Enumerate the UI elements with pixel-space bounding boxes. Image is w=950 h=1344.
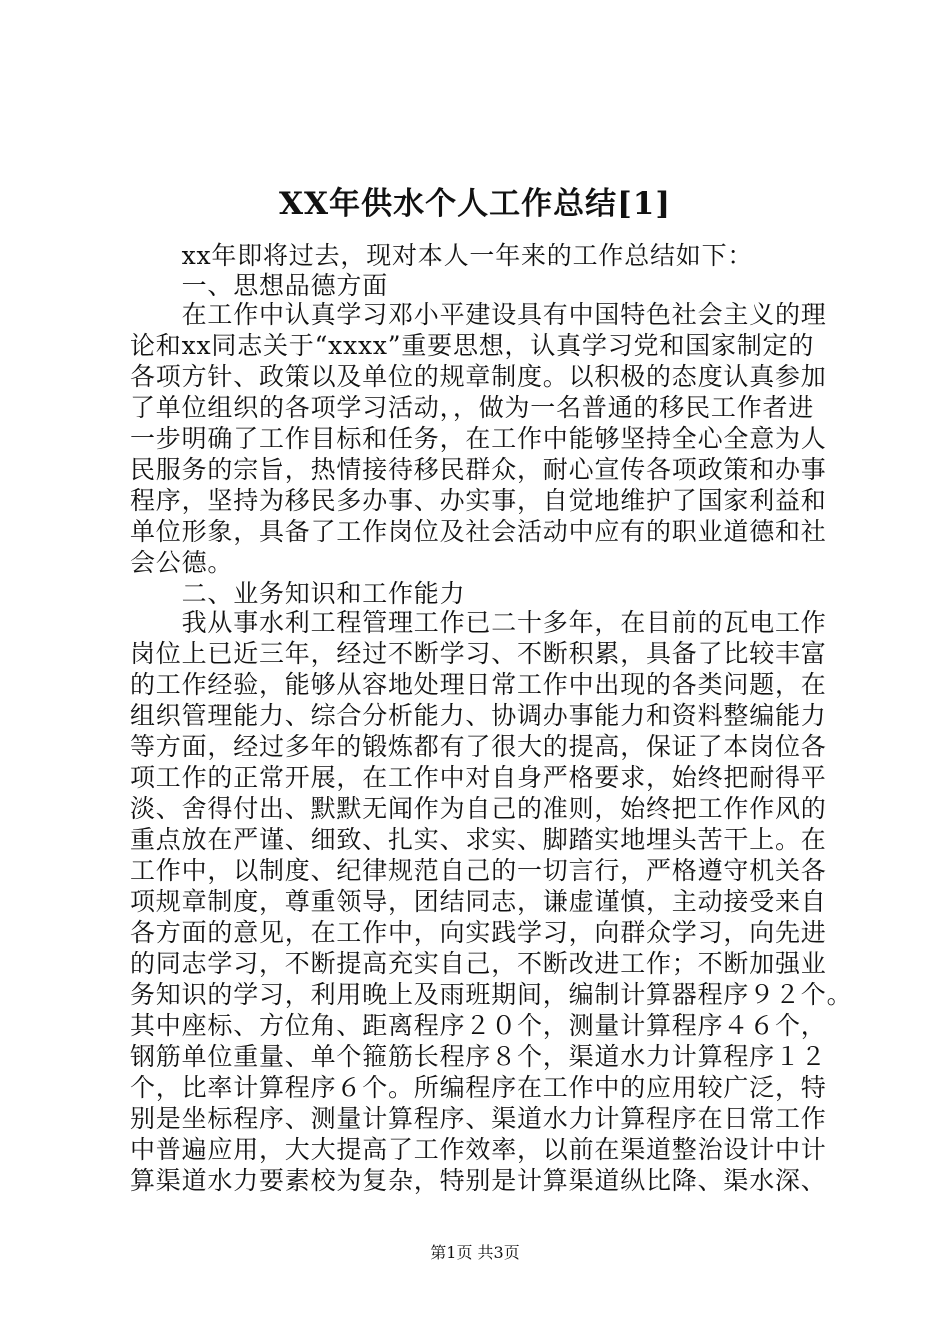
- page-number-footer: 第1页 共3页: [430, 1243, 520, 1262]
- text-line: 的同志学习，不断提高充实自己，不断改进工作；不断加强业: [130, 949, 827, 978]
- text-line: 各项方针、政策以及单位的规章制度。以积极的态度认真参加: [130, 362, 827, 391]
- section-heading: 二、业务知识和工作能力: [130, 579, 466, 608]
- text-line: 淡、舍得付出、默默无闻作为自己的准则，始终把工作作风的: [130, 794, 827, 823]
- text-line: 其中座标、方位角、距离程序２０个，测量计算程序４６个，: [130, 1011, 827, 1040]
- text-line: 单位形象，具备了工作岗位及社会活动中应有的职业道德和社: [130, 517, 827, 546]
- text-line: 算渠道水力要素校为复杂，特别是计算渠道纵比降、渠水深、: [130, 1166, 827, 1195]
- section-heading: 一、思想品德方面: [130, 271, 389, 300]
- text-line: 项规章制度，尊重领导，团结同志，谦虚谨慎，主动接受来自: [130, 887, 827, 916]
- text-line: 的工作经验，能够从容地处理日常工作中出现的各类问题，在: [130, 670, 827, 699]
- text-line: 重点放在严谨、细致、扎实、求实、脚踏实地埋头苦干上。在: [130, 825, 827, 854]
- text-line: 各方面的意见，在工作中，向实践学习，向群众学习，向先进: [130, 918, 827, 947]
- text-line: 中普遍应用，大大提高了工作效率，以前在渠道整治设计中计: [130, 1135, 827, 1164]
- text-line: 我从事水利工程管理工作已二十多年，在目前的瓦电工作: [130, 608, 827, 637]
- text-line: 程序，坚持为移民多办事、办实事，自觉地维护了国家利益和: [130, 486, 827, 515]
- text-line: 别是坐标程序、测量计算程序、渠道水力计算程序在日常工作: [130, 1104, 827, 1133]
- text-line: xx年即将过去，现对本人一年来的工作总结如下：: [130, 241, 754, 270]
- text-line: 岗位上已近三年，经过不断学习、不断积累，具备了比较丰富: [130, 639, 827, 668]
- text-line: 组织管理能力、综合分析能力、协调办事能力和资料整编能力: [130, 701, 827, 730]
- text-line: 民服务的宗旨，热情接待移民群众，耐心宣传各项政策和办事: [130, 455, 827, 484]
- text-line: 项工作的正常开展，在工作中对自身严格要求，始终把耐得平: [130, 763, 827, 792]
- text-line: 个，比率计算程序６个。所编程序在工作中的应用较广泛，特: [130, 1073, 827, 1102]
- document-title: XX年供水个人工作总结[1]: [278, 186, 671, 222]
- text-line: 论和xx同志关于“xxxx”重要思想，认真学习党和国家制定的: [130, 331, 815, 360]
- text-line: 了单位组织的各项学习活动，，做为一名普通的移民工作者进: [130, 393, 815, 422]
- text-line: 等方面，经过多年的锻炼都有了很大的提高，保证了本岗位各: [130, 732, 827, 761]
- text-line: 会公德。: [130, 548, 234, 577]
- text-line: 在工作中认真学习邓小平建设具有中国特色社会主义的理: [130, 300, 827, 329]
- text-line: 工作中，以制度、纪律规范自己的一切言行，严格遵守机关各: [130, 856, 827, 885]
- text-line: 一步明确了工作目标和任务，在工作中能够坚持全心全意为人: [130, 424, 827, 453]
- text-line: 钢筋单位重量、单个箍筋长程序８个，渠道水力计算程序１２: [130, 1042, 827, 1071]
- text-line: 务知识的学习，利用晚上及雨班期间，编制计算器程序９２个。: [130, 980, 853, 1009]
